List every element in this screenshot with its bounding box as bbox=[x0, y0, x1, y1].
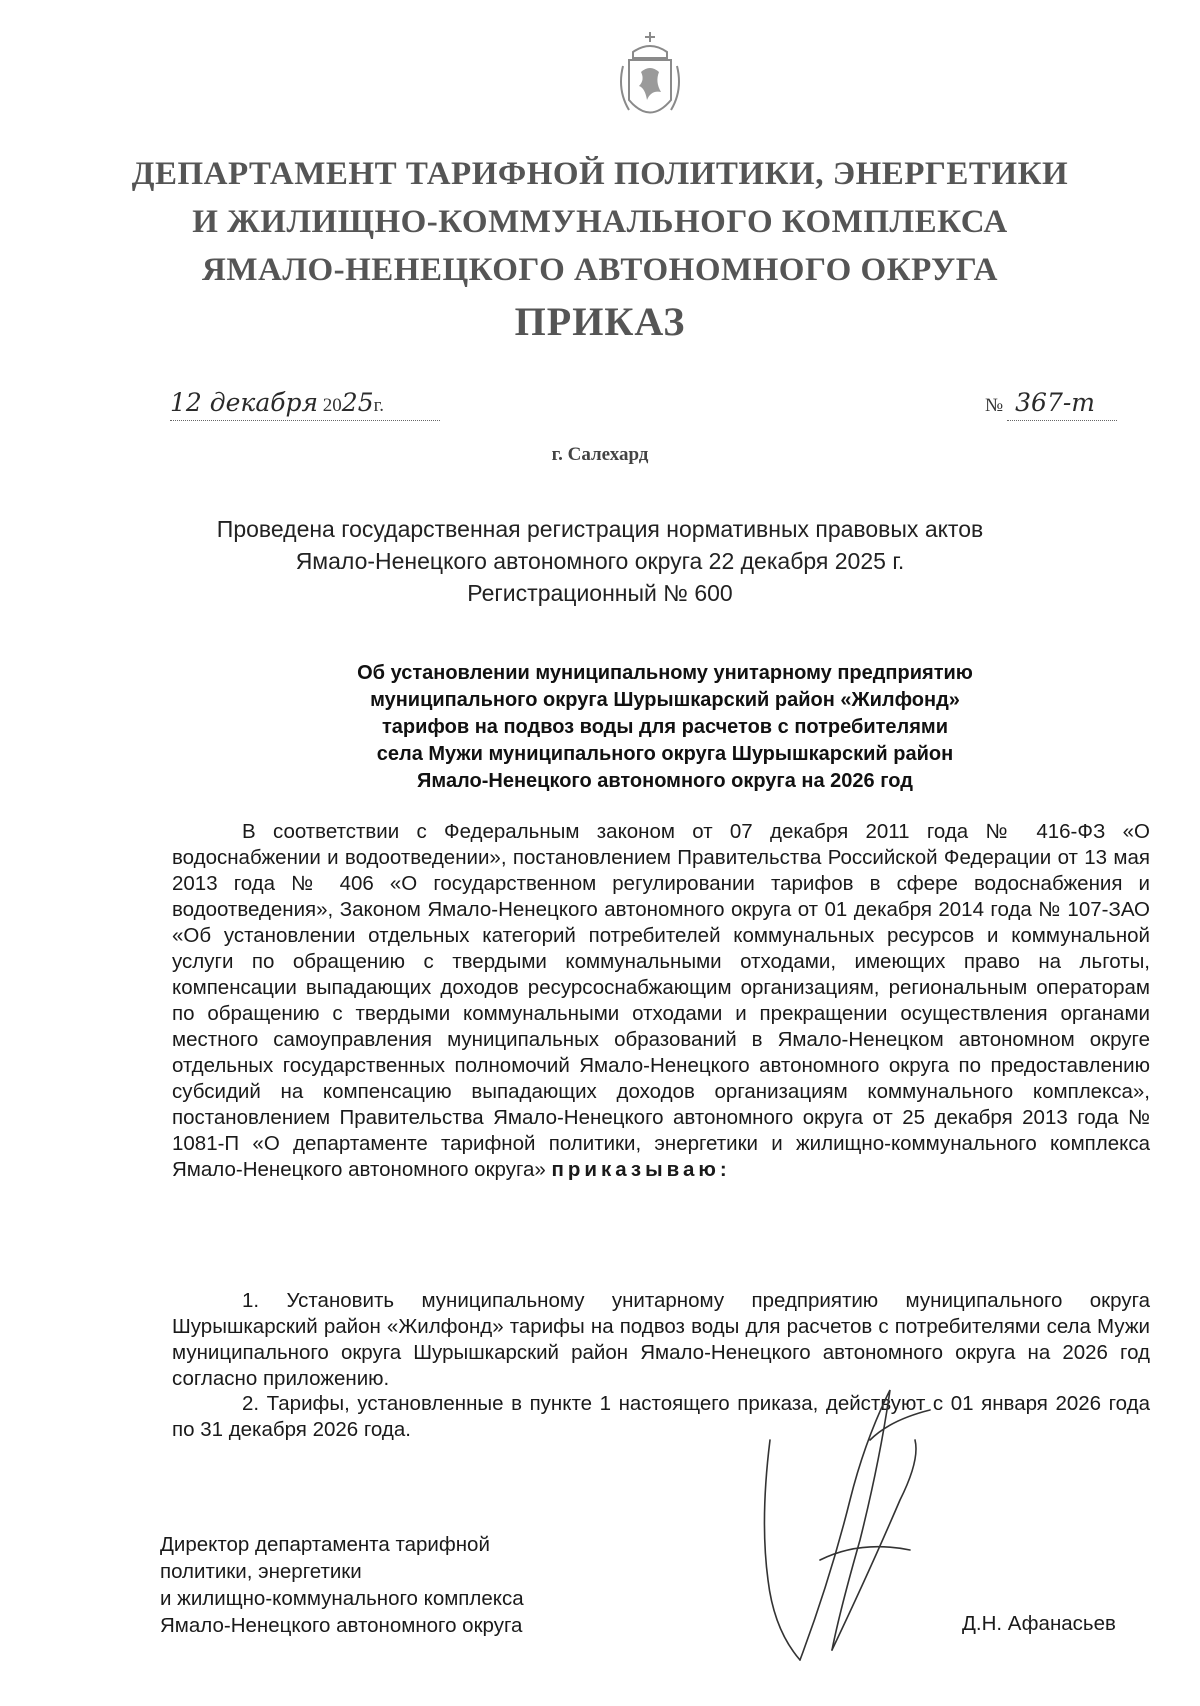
preamble-text: В соответствии с Федеральным законом от 07 декабря 2011 года № 416-ФЗ «О водоснабжении и водоотведении», постановлением Правительства Российской Федерации от 13 мая 2013 года № 406 «О государственном регулировании тарифов в сфере водоснабжения и водоотведения», Законом Ямало-Ненецкого автономного округа от 01 декабря 2014 года № 107-ЗАО «Об установлении отдельных категорий потребителей коммунальных ресурсов и коммунальной услуги по обращению с твердыми коммунальными отходами, имеющих право на льготы, компенсации выпадающих доходов ресурсоснабжающим организациям, региональным операторам по обращению с твердыми коммунальными отходами и прекращении осуществления органами местного самоуправления муниципальных образований в Ямало-Ненецком автономном округе отдельных государственных полномочий Ямало-Ненецкого автономного округа по предоставлению субсидий на компенсацию выпадающих доходов организациям коммунального комплекса», постановлением Правительства Ямало-Ненецкого автономного округа от 25 декабря 2013 года № 1081-П «О департаменте тарифной политики, энергетики и жилищно-коммунального комплекса Ямало-Ненецкого автономного округа» bbox=[172, 820, 1150, 1181]
title-line: муниципального округа Шурышкарский район «Жилфонд» bbox=[370, 689, 960, 711]
item-2-paragraph bbox=[172, 1391, 1150, 1443]
coat-of-arms-icon bbox=[615, 30, 685, 128]
date-handwritten: 12 декабря bbox=[170, 388, 319, 417]
document-number bbox=[985, 388, 1095, 417]
registration-line: Проведена государственная регистрация нормативных правовых актов bbox=[216, 516, 984, 542]
department-line: ЯМАЛО-НЕНЕЦКОГО АВТОНОМНОГО ОКРУГА bbox=[202, 252, 998, 288]
order-word: приказываю: bbox=[551, 1158, 731, 1181]
city: г. Салехард bbox=[551, 444, 649, 465]
department-name bbox=[0, 150, 1200, 294]
item-1-text: 1. Установить муниципальному унитарному предприятию муниципального округа Шурышкарский район «Жилфонд» тарифы на подвоз воды для расчетов с потребителями села Мужи муниципального округа Шурышкарский район Ямало-Ненецкого автономного округа на 2026 год согласно приложению. bbox=[172, 1289, 1150, 1390]
position-line: Ямало-Ненецкого автономного округа bbox=[160, 1614, 523, 1637]
document-date bbox=[170, 388, 384, 417]
preamble-paragraph bbox=[172, 819, 1150, 1183]
handwritten-signature bbox=[740, 1380, 1000, 1680]
number-handwritten: 367-т bbox=[1015, 388, 1096, 417]
number-underline bbox=[1007, 420, 1117, 421]
number-label: № bbox=[985, 395, 1004, 416]
year-prefix: 20 bbox=[322, 395, 342, 416]
title-line: Ямало-Ненецкого автономного округа на 2026 год bbox=[417, 770, 913, 792]
signatory-position bbox=[160, 1531, 524, 1639]
department-line: ДЕПАРТАМЕНТ ТАРИФНОЙ ПОЛИТИКИ, ЭНЕРГЕТИКИ bbox=[131, 156, 1069, 192]
document-title bbox=[255, 660, 1075, 795]
signatory-name: Д.Н. Афанасьев bbox=[962, 1612, 1116, 1635]
registration-note bbox=[0, 513, 1200, 609]
registration-line: Ямало-Ненецкого автономного округа 22 декабря 2025 г. bbox=[295, 548, 905, 574]
title-line: Об установлении муниципальному унитарному предприятию bbox=[357, 662, 973, 684]
position-line: Директор департамента тарифной bbox=[160, 1533, 490, 1556]
position-line: политики, энергетики bbox=[160, 1560, 362, 1583]
title-line: тарифов на подвоз воды для расчетов с потребителями bbox=[381, 716, 949, 738]
item-2-text: 2. Тарифы, установленные в пункте 1 настоящего приказа, действуют с 01 января 2026 года по 31 декабря 2026 года. bbox=[172, 1392, 1150, 1441]
item-1-paragraph bbox=[172, 1288, 1150, 1392]
year-handwritten: 25 bbox=[341, 388, 374, 417]
date-underline bbox=[170, 420, 440, 421]
position-line: и жилищно-коммунального комплекса bbox=[160, 1587, 524, 1610]
title-line: села Мужи муниципального округа Шурышкарский район bbox=[376, 743, 954, 765]
document-type: ПРИКАЗ bbox=[514, 299, 686, 344]
year-suffix: г. bbox=[373, 395, 385, 416]
department-line: И ЖИЛИЩНО-КОММУНАЛЬНОГО КОМПЛЕКСА bbox=[192, 204, 1008, 240]
registration-line: Регистрационный № 600 bbox=[467, 580, 733, 606]
